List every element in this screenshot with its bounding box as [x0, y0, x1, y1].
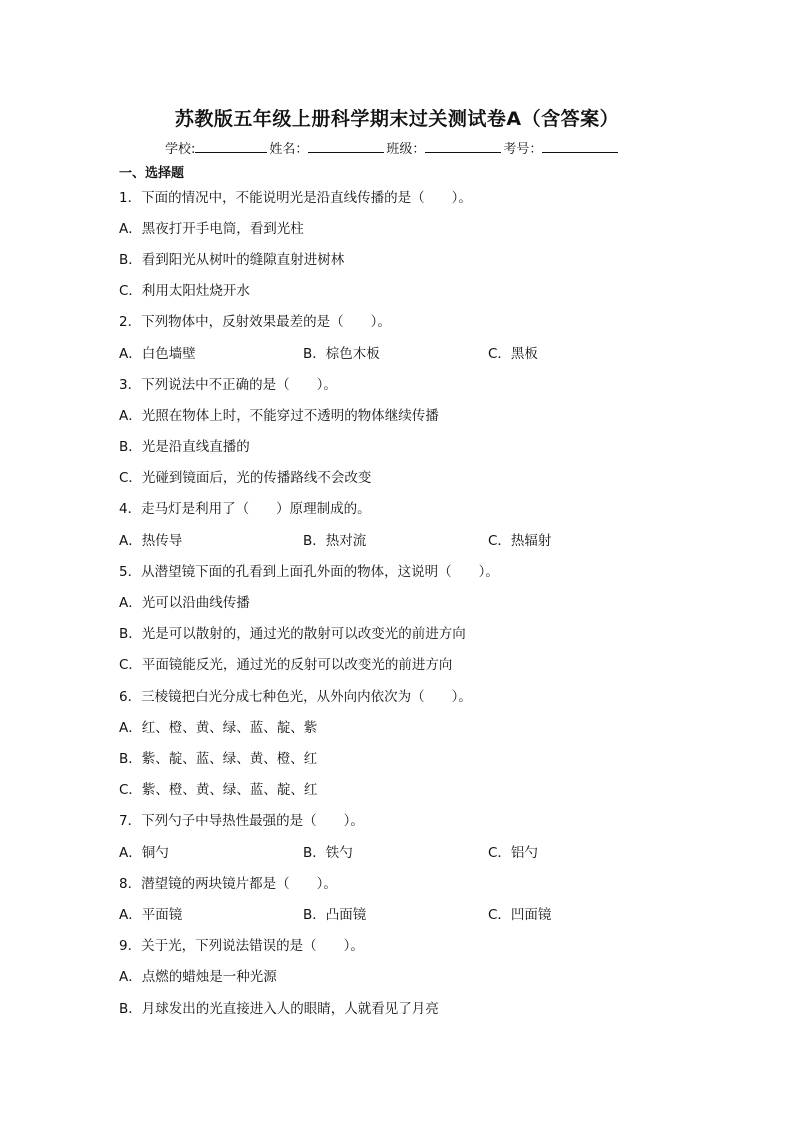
question-option: B．凸面镜	[303, 907, 367, 923]
section-title: 一、选择题	[119, 166, 185, 181]
question-option: B．光是沿直线直播的	[119, 439, 250, 455]
question-option: B．月球发出的光直接进入人的眼睛，人就看见了月亮	[119, 1001, 439, 1017]
question-option: C．光碰到镜面后，光的传播路线不会改变	[119, 470, 372, 486]
question-stem: 1．下面的情况中，不能说明光是沿直线传播的是（ ）。	[119, 190, 472, 206]
question-option: C．利用太阳灶烧开水	[119, 283, 250, 299]
class-blank	[425, 138, 501, 153]
question-stem: 5．从潜望镜下面的孔看到上面孔外面的物体，这说明（ ）。	[119, 564, 499, 580]
question-option: A．白色墙壁	[119, 346, 196, 362]
exam-number-blank	[542, 138, 618, 153]
question-option: A．点燃的蜡烛是一种光源	[119, 969, 277, 985]
question-option: C．凹面镜	[488, 907, 552, 923]
school-blank	[195, 138, 267, 153]
exam-title: 苏教版五年级上册科学期末过关测试卷A（含答案）	[174, 108, 620, 130]
question-option: B．紫、靛、蓝、绿、黄、橙、红	[119, 751, 318, 767]
question-option: C．热辐射	[488, 533, 552, 549]
question-stem: 9．关于光，下列说法错误的是（ ）。	[119, 938, 364, 954]
class-label: 班级：	[386, 142, 426, 157]
question-stem: 4．走马灯是利用了（ ）原理制成的。	[119, 501, 371, 517]
question-option: A．光照在物体上时，不能穿过不透明的物体继续传播	[119, 408, 439, 424]
question-option: A．黑夜打开手电筒，看到光柱	[119, 221, 304, 237]
question-option: C．平面镜能反光，通过光的反射可以改变光的前进方向	[119, 657, 453, 673]
question-stem: 8．潜望镜的两块镜片都是（ ）。	[119, 876, 337, 892]
question-option: C．铝勺	[488, 845, 538, 861]
question-option: B．看到阳光从树叶的缝隙直射进树林	[119, 252, 345, 268]
question-stem: 2．下列物体中，反射效果最差的是（ ）。	[119, 314, 391, 330]
question-option: A．光可以沿曲线传播	[119, 595, 250, 611]
student-info-row	[165, 138, 620, 157]
name-label: 姓名：	[269, 142, 309, 157]
question-option: A．热传导	[119, 533, 183, 549]
exam-number-label: 考号：	[503, 142, 543, 157]
school-label: 学校:	[165, 142, 196, 157]
question-option: A．铜勺	[119, 845, 169, 861]
question-option: B．光是可以散射的，通过光的散射可以改变光的前进方向	[119, 626, 466, 642]
question-option: A．红、橙、黄、绿、蓝、靛、紫	[119, 720, 318, 736]
question-option: B．铁勺	[303, 845, 353, 861]
question-option: B．棕色木板	[303, 346, 380, 362]
question-option: C．紫、橙、黄、绿、蓝、靛、红	[119, 782, 318, 798]
question-option: C．黑板	[488, 346, 538, 362]
question-option: B．热对流	[303, 533, 367, 549]
question-stem: 3．下列说法中不正确的是（ ）。	[119, 377, 337, 393]
name-blank	[308, 138, 384, 153]
question-stem: 7．下列勺子中导热性最强的是（ ）。	[119, 813, 364, 829]
question-stem: 6．三棱镜把白光分成七种色光，从外向内依次为（ ）。	[119, 689, 472, 705]
question-option: A．平面镜	[119, 907, 183, 923]
